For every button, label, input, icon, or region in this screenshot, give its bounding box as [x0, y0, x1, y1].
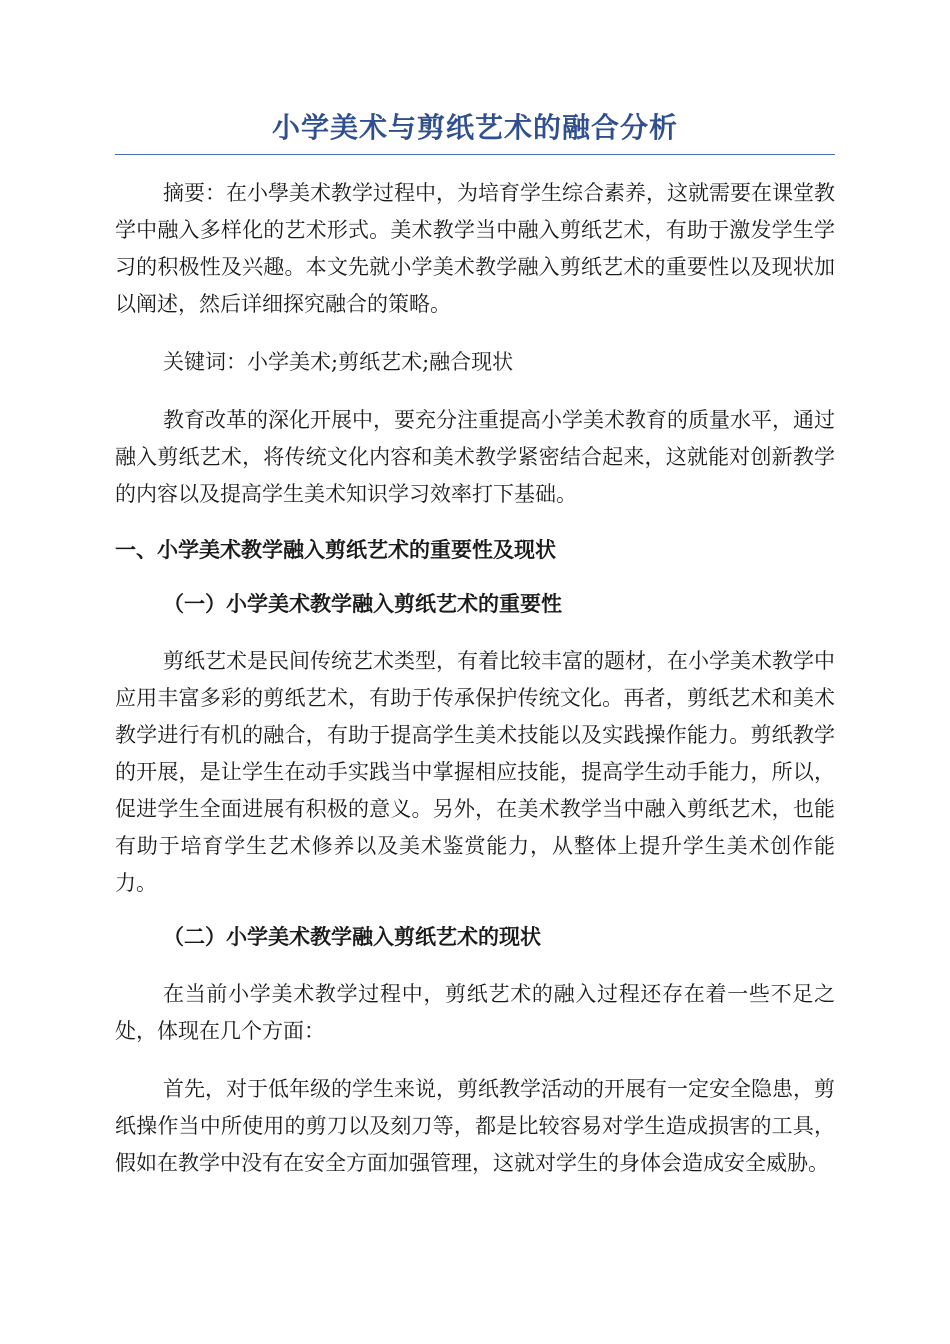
document-title: 小学美术与剪纸艺术的融合分析 [115, 108, 835, 155]
subsection-2-heading: （二）小学美术教学融入剪纸艺术的现状 [163, 924, 541, 949]
section-1-heading: 一、小学美术教学融入剪纸艺术的重要性及现状 [115, 538, 556, 562]
subsection-1-heading: （一）小学美术教学融入剪纸艺术的重要性 [163, 591, 562, 616]
intro-paragraph: 教育改革的深化开展中，要充分注重提高小学美术教育的质量水平，通过融入剪纸艺术，将传统文化内容和美术教学紧密结合起来，这就能对创新教学的内容以及提高学生美术知识学习效率打下基础。 [115, 408, 835, 506]
subsection-1-paragraph: 剪纸艺术是民间传统艺术类型，有着比较丰富的题材，在小学美术教学中应用丰富多彩的剪纸艺术，有助于传承保护传统文化。再者，剪纸艺术和美术教学进行有机的融合，有助于提高学生美术技能以及实践操作能力。剪纸教学的开展，是让学生在动手实践当中掌握相应技能，提高学生动手能力，所以，促进学生全面进展有积极的意义。另外，在美术教学当中融入剪纸艺术，也能有助于培育学生艺术修养以及美术鉴赏能力，从整体上提升学生美术创作能力。 [115, 649, 835, 895]
document-page [115, 108, 835, 1182]
abstract-paragraph: 摘要：在小學美术教学过程中，为培育学生综合素养，这就需要在课堂教学中融入多样化的艺术形式。美术教学当中融入剪纸艺术，有助于激发学生学习的积极性及兴趣。本文先就小学美术教学融入剪纸艺术的重要性以及现状加以阐述，然后详细探究融合的策略。 [115, 181, 835, 316]
keywords-paragraph: 关键词：小学美术;剪纸艺术;融合现状 [163, 350, 514, 374]
subsection-2-paragraph-1: 在当前小学美术教学过程中，剪纸艺术的融入过程还存在着一些不足之处，体现在几个方面： [115, 982, 835, 1043]
subsection-2-paragraph-2: 首先，对于低年级的学生来说，剪纸教学活动的开展有一定安全隐患，剪纸操作当中所使用的剪刀以及刻刀等，都是比较容易对学生造成损害的工具，假如在教学中没有在安全方面加强管理，这就对学生的身体会造成安全威胁。 [115, 1077, 835, 1175]
